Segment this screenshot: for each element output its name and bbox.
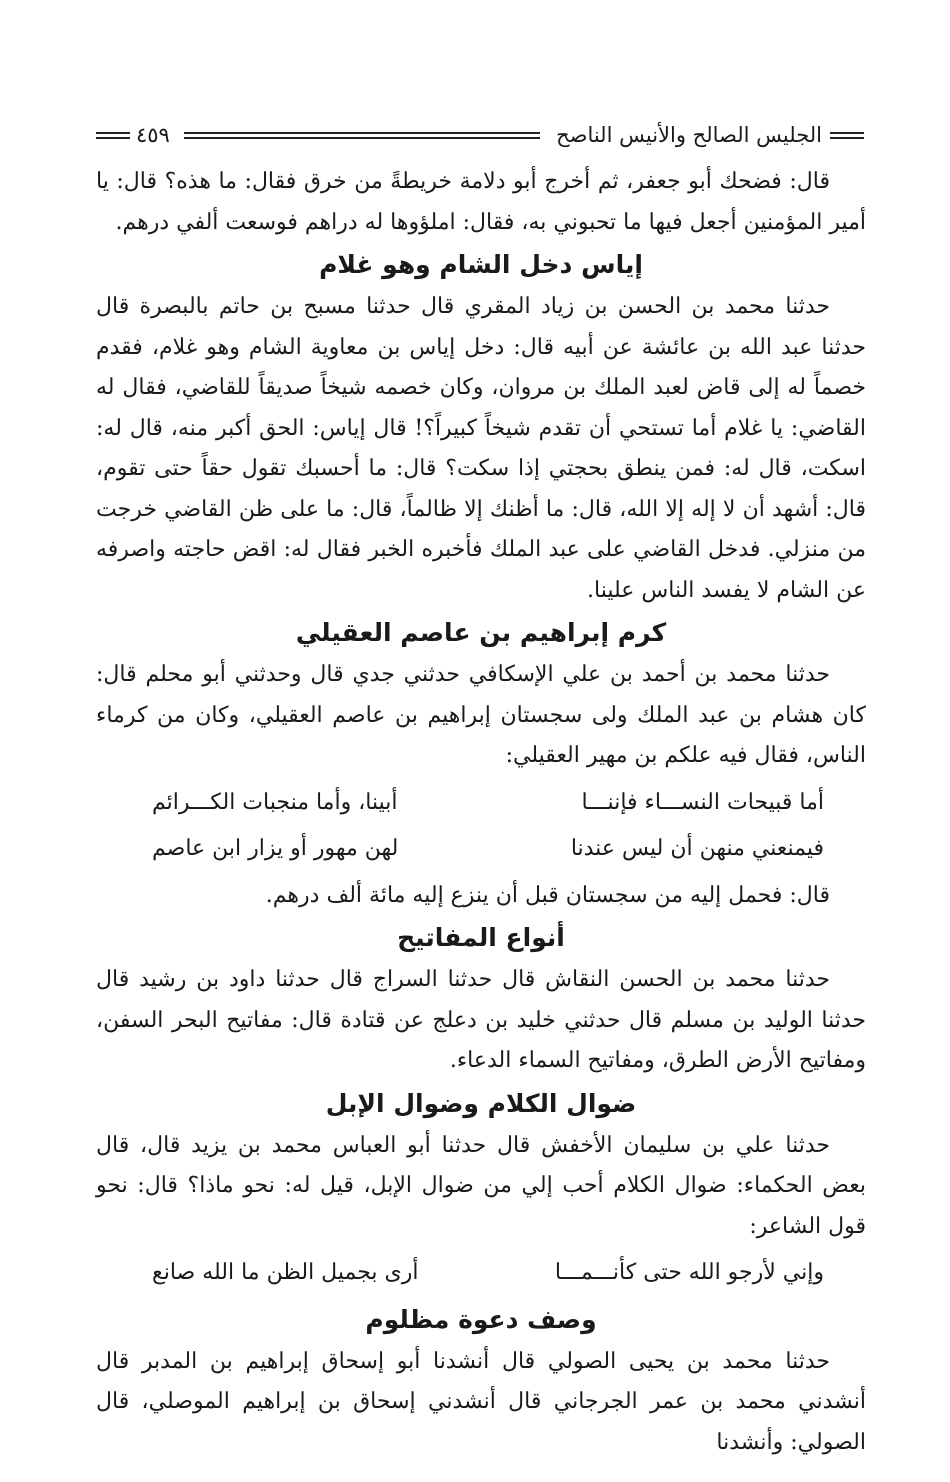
verse-first-hemistich: وإني لأرجو الله حتى كأنـــمـــا (554, 1260, 824, 1285)
poem-verse (96, 829, 866, 870)
paragraph: حدثنا علي بن سليمان الأخفش قال حدثنا أبو العباس محمد بن يزيد قال، قال بعض الحكماء: ضوال الكلام أحب إلي من ضوال الإبل، قيل له: نحو ماذا؟ قال: نحو قول الشاعر: (96, 1132, 866, 1239)
section-heading: أنواع المفاتيح (397, 923, 565, 952)
paragraph: حدثنا محمد بن الحسن بن زياد المقري قال حدثنا مسبح بن حاتم بالبصرة قال حدثنا عبد الله بن عائشة عن أبيه قال: دخل إياس بن معاوية الشام وهو غلام، فقدم خصماً له إلى قاض لعبد الملك بن مروان، وكان خصمه شيخاً صديقاً للقاضي، فقال له القاضي: يا غلام أما تستحي أن تقدم شيخاً كبيراً؟! قال إياس: الحق أكبر منه، قال له: اسكت، قال له: فمن ينطق بحجتي إذا سكت؟ قال: ما أحسبك تقول حقاً حتى تقوم، قال: أشهد أن لا إله إلا الله، قال: ما أظنك إلا ظالماً، قال: ما على ظن القاضي خرجت من منزلي. فدخل القاضي على عبد الملك فأخبره الخبر فقال له: اقض حاجته واصرفه عن الشام لا يفسد الناس علينا. (96, 294, 867, 603)
section-heading: إياس دخل الشام وهو غلام (319, 250, 643, 279)
running-header (96, 118, 864, 152)
poem-verse (96, 1253, 866, 1294)
verse-second-hemistich: لهن مهور أو يزار ابن عاصم (152, 836, 399, 861)
paragraph: حدثنا محمد بن أحمد بن علي الإسكافي حدثني جدي قال وحدثني أبو محلم قال: كان هشام بن عبد الملك ولى سجستان إبراهيم بن عاصم العقيلي، وكان من كرماء الناس، فقال فيه علكم بن مهير العقيلي: (96, 662, 866, 768)
page-body (96, 162, 866, 1463)
paragraph: حدثنا محمد بن يحيى الصولي قال أنشدنا أبو إسحاق إبراهيم بن المدبر قال أنشدني محمد بن عمر الجرجاني قال أنشدني إسحاق بن إبراهيم الموصلي، قال الصولي: وأنشدنا (96, 1348, 866, 1455)
paragraph: حدثنا محمد بن الحسن النقاش قال حدثنا السراج قال حدثنا داود بن رشيد قال حدثنا الوليد بن مسلم قال حدثني خليد بن دعلج عن قتادة قال: مفاتيح البحر السفن، ومفاتيح الأرض الطرق، ومفاتيح السماء الدعاء. (96, 967, 866, 1073)
section-heading: ضوال الكلام وضوال الإبل (325, 1088, 637, 1118)
header-rule-middle (184, 132, 540, 139)
paragraph: قال: فحمل إليه من سجستان قبل أن ينزع إليه مائة ألف درهم. (265, 882, 830, 908)
verse-first-hemistich: فيمنعني منهن أن ليس عندنا (570, 836, 824, 861)
paragraph: قال: فضحك أبو جعفر، ثم أخرج أبو دلامة خريطةً من خرق فقال: ما هذه؟ قال: يا أمير المؤمنين أجعل فيها ما تحبوني به، فقال: املؤوها له دراهم فوسعت ألفي درهم. (96, 169, 866, 235)
poem-verse (96, 783, 866, 824)
verse-second-hemistich: أبينا، وأما منجبات الكـــرائم (152, 789, 398, 815)
verse-second-hemistich: أرى بجميل الظن ما الله صانع (152, 1260, 419, 1285)
verse-first-hemistich: أما قبيحات النســـاء فإننـــا (581, 789, 824, 815)
section-heading: وصف دعوة مظلوم (365, 1304, 597, 1334)
page-number: ٤٥٩ (136, 123, 170, 147)
header-rule-left (96, 132, 130, 139)
section-heading: كرم إبراهيم بن عاصم العقيلي (295, 618, 667, 647)
header-rule-right (830, 132, 864, 139)
header-title: الجليس الصالح والأنيس الناصح (556, 123, 822, 147)
